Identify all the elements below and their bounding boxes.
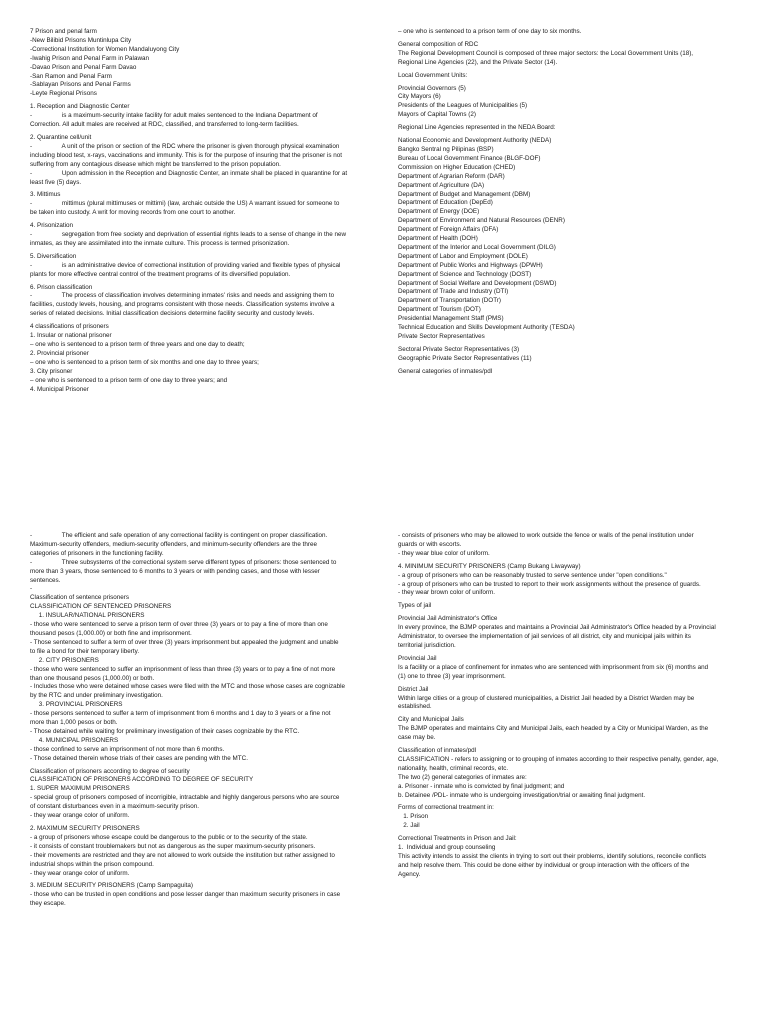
text-line: - — [30, 585, 33, 593]
text-line: Classification of inmates/pdl — [398, 747, 477, 755]
text-line: Private Sector Representatives — [398, 333, 485, 340]
text-line: -San Ramon and Penal Farm — [30, 72, 112, 80]
text-line: Regional Line Agencies represented in the NEDA Board: — [398, 124, 556, 132]
text-line: - Those detained therein whose trials of their cases are pending with the MTC. — [30, 754, 248, 762]
text-line: - they wear blue color of uniform. — [398, 549, 490, 557]
text-line: - it consists of constant troublemakers but not as dangerous as the super maximum-security prisoners. — [30, 842, 316, 850]
text-line: Department of Budget and Management (DBM) — [398, 190, 531, 198]
text-line: - The efficient and safe operation of any correctional facility is contingent on proper classification. — [30, 532, 328, 539]
text-line: Provincial Governors (5) — [398, 84, 466, 92]
text-line: Forms of correctional treatment in: — [398, 804, 494, 812]
text-line: territorial jurisdiction. — [398, 641, 456, 649]
text-line: General composition of RDC — [398, 40, 479, 48]
text-line: suffering from any contagious disease which might be transferred to the prison population. — [30, 160, 281, 168]
text-line: Administrator, to oversee the implementation of jail services of all district, city and municipal jails within its — [398, 633, 691, 641]
text-line: Sectoral Private Sector Representatives (3) — [398, 345, 520, 353]
text-line: - The process of classification involves determining inmates' risks and needs and assigning them to — [30, 292, 335, 300]
text-line: This activity intends to assist the clients in trying to sort out their problems, identify solutions, reconcile conflicts — [398, 853, 707, 860]
text-line: 2. Quarantine cell/unit — [30, 133, 92, 141]
text-line: -New Bilibid Prisons Muntinlupa City — [30, 36, 132, 44]
top-right-text-block — [398, 28, 748, 377]
text-line: Types of jail — [398, 602, 432, 610]
text-line: – one who is sentenced to a prison term of three years and one day to death; — [30, 341, 245, 348]
text-line: - Those sentenced to suffer a term of over three (3) years imprisonment but appealed the judgment and unable — [30, 638, 339, 646]
text-line: industrial shops within the prison compound. — [30, 860, 154, 868]
text-line: CLASSIFICATION - refers to assigning or to grouping of inmates according to their respective penalty, gender, age, — [398, 755, 719, 763]
text-line: -Leyte Regional Prisons — [30, 90, 97, 98]
text-line: Provincial Jail — [398, 654, 437, 662]
text-line: - A unit of the prison or section of the RDC where the prisoner is given thorough physical examination — [30, 142, 340, 150]
text-line: - those who were sentenced to suffer an imprisonment of less than three (3) years or to pay a fine of not more — [30, 665, 336, 673]
text-line: Department of Labor and Employment (DOLE) — [398, 252, 528, 260]
text-line: CLASSIFICATION OF SENTENCED PRISONERS — [30, 603, 172, 611]
text-line: - a group of prisoners who can be trusted to report to their work assignments without the presence of guards. — [398, 580, 701, 588]
text-line: Department of Transportation (DOTr) — [398, 297, 502, 305]
text-line: Regional Line Agencies (22), and the Private Sector (14). — [398, 58, 558, 66]
text-line: 7 Prison and penal farm — [30, 28, 97, 35]
text-line: Classification of sentence prisoners — [30, 594, 130, 602]
text-line: Department of Environment and Natural Resources (DENR) — [398, 217, 565, 225]
text-line: Department of Trade and Industry (DTI) — [398, 288, 509, 296]
text-line: Provincial Jail Administrator's Office — [398, 615, 498, 623]
text-line: case may be. — [398, 734, 436, 742]
text-line: more than 3 years, those sentenced to 6 months to 3 years or with pending cases, and those with lesser — [30, 567, 320, 575]
text-line: -Davao Prison and Penal Farm Davao — [30, 63, 137, 71]
text-line: Local Government Units: — [398, 71, 468, 79]
text-line: - Those detained while waiting for preliminary investigation of their cases cognizable by the RTC. — [30, 727, 300, 735]
text-line: - those confined to serve an imprisonment of not more than 6 months. — [30, 745, 225, 753]
text-line: 3. PROVINCIAL PRISONERS — [30, 701, 123, 709]
text-line: Department of the Interior and Local Government (DILG) — [398, 243, 556, 251]
text-line: Bureau of Local Government Finance (BLGF-DOF) — [398, 154, 541, 162]
text-line: 1. INSULAR/NATIONAL PRISONERS — [30, 612, 145, 620]
text-line: - those who were sentenced to serve a prison term of over three (3) years or to pay a fine of more than one — [30, 621, 328, 629]
text-line: - those who can be trusted in open conditions and pose lesser danger than maximum security prisoners in case — [30, 891, 341, 899]
text-line: Classification of prisoners according to degree of security — [30, 767, 190, 775]
text-line: 1. Prison — [398, 813, 429, 821]
text-line: plants for more effective central control of the treatment programs of its diversified population. — [30, 270, 291, 278]
text-line: Department of Social Welfare and Development (DSWD) — [398, 279, 557, 287]
text-line: 3. Mittimus — [30, 191, 61, 199]
text-line: established. — [398, 703, 432, 711]
text-line: -Correctional Institution for Women Mandaluyong City — [30, 45, 180, 53]
text-line: a. Prisoner - inmate who is convicted by final judgment; and — [398, 782, 565, 790]
text-line: City Mayors (6) — [398, 93, 441, 101]
text-line: Technical Education and Skills Development Authority (TESDA) — [398, 324, 575, 332]
text-line: by the RTC and under preliminary investigation. — [30, 692, 163, 700]
text-line: 2. CITY PRISONERS — [30, 656, 99, 664]
text-line: Correctional Treatments in Prison and Jail: — [398, 835, 517, 843]
text-line: Department of Tourism (DOT) — [398, 306, 481, 314]
text-line: - those persons sentenced to suffer a term of imprisonment from 6 months and 1 day to 3 years or a fine not — [30, 710, 331, 718]
text-line: - mittimus (plural mittimuses or mittimi) (law, archaic outside the US) A warrant issued for someone to — [30, 200, 340, 208]
text-line: - segregation from free society and deprivation of essential rights leads to a sense of change in the new — [30, 231, 347, 239]
text-line: – one who is sentenced to a prison term of six months and one day to three years; — [30, 358, 259, 366]
text-line: 2. Provincial prisoner — [30, 349, 89, 357]
bottom-right-text-block — [398, 532, 748, 880]
text-line: 5. Diversification — [30, 252, 77, 260]
text-line: 2. Jail — [398, 822, 420, 830]
text-line: Department of Public Works and Highways (DPWH) — [398, 261, 543, 269]
text-line: 3. MEDIUM SECURITY PRISONERS (Camp Sampaguita) — [30, 882, 193, 890]
text-line: - is an administrative device of correctional institution of providing varied and flexible types of physical — [30, 261, 341, 269]
text-line: 6. Prison classification — [30, 283, 93, 291]
text-line: Presidential Management Staff (PMS) — [398, 315, 504, 323]
text-line: least five (5) days. — [30, 178, 82, 186]
text-line: The Regional Development Council is composed of three major sectors: the Local Government Units (18), — [398, 49, 694, 57]
text-line: 2. MAXIMUM SECURITY PRISONERS — [30, 825, 140, 832]
text-line: City and Municipal Jails — [398, 716, 464, 724]
text-line: to file a bond for their temporary liberty. — [30, 647, 140, 655]
text-line: 1. Insular or national prisoner — [30, 332, 112, 340]
text-line: Department of Education (DepEd) — [398, 199, 493, 207]
top-left-text-block — [30, 28, 380, 394]
text-line: National Economic and Development Authority (NEDA) — [398, 137, 552, 145]
text-line: guards or with escorts. — [398, 540, 462, 548]
text-line: Department of Energy (DOE) — [398, 208, 480, 216]
text-line: nationality, health, criminal records, etc. — [398, 764, 509, 772]
text-line: The BJMP operates and maintains City and Municipal Jails, each headed by a City or Municipal Warden, as the — [398, 725, 709, 733]
text-line: -Iwahig Prison and Penal Farm in Palawan — [30, 54, 150, 62]
text-line: 1. Individual and group counseling — [398, 844, 496, 852]
text-line: District Jail — [398, 685, 429, 693]
text-line: 4. Prisonization — [30, 222, 74, 230]
text-line: of constant disturbances even in a maximum-security prison. — [30, 803, 200, 811]
text-line: CLASSIFICATION OF PRISONERS ACCORDING TO DEGREE OF SECURITY — [30, 776, 254, 784]
text-line: - is a maximum-security intake facility for adult males sentenced to the Indiana Department of — [30, 112, 318, 120]
text-line: The two (2) general categories of inmates are: — [398, 773, 527, 781]
text-line: thousand pesos (1,000.00) or both fine and imprisonment. — [30, 629, 192, 637]
text-line: sentences. — [30, 576, 61, 584]
text-line: 4. Municipal Prisoner — [30, 385, 89, 393]
text-line: Mayors of Capital Towns (2) — [398, 111, 476, 119]
text-line: - special group of prisoners composed of incorrigible, intractable and highly dangerous persons who are source — [30, 794, 340, 802]
text-line: 3. City prisoner — [30, 367, 73, 375]
text-line: Maximum-security offenders, medium-security offenders, and minimum-security offenders are the three — [30, 540, 317, 548]
text-line: Is a facility or a place of confinement for inmates who are sentenced with imprisonment from six (6) months and — [398, 663, 709, 671]
text-line: including blood test, x-rays, vaccinations and immunity. This is for the purpose of insuring that the prisoner is not — [30, 151, 342, 159]
text-line: - their movements are restricted and they are not allowed to work outside the institution but rather assigned to — [30, 851, 335, 859]
text-line: Within large cities or a group of clustered municipalities, a District Jail headed by a District Warden may be — [398, 694, 695, 702]
text-line: categories of prisoners in the functioning facility. — [30, 549, 164, 557]
text-line: they escape. — [30, 900, 66, 908]
text-line: be taken into custody. A writ for moving records from one court to another. — [30, 209, 236, 217]
bottom-left-text-block — [30, 532, 380, 909]
text-line: Department of Foreign Affairs (DFA) — [398, 226, 499, 234]
text-line: - consists of prisoners who may be allowed to work outside the fence or walls of the penal institution under — [398, 532, 694, 539]
text-line: - Includes those who were detained whose cases were filed with the MTC and those whose cases are cognizable — [30, 683, 346, 691]
text-line: Commission on Higher Education (CHED) — [398, 163, 516, 171]
text-line: Agency. — [398, 870, 421, 878]
text-line: Correction. All adult males are received at RDC, classified, and transferred to long-term facilities. — [30, 121, 299, 129]
text-line: - a group of prisoners whose escape could be dangerous to the public or to the security of the state. — [30, 833, 308, 841]
text-line: series of related decisions. Initial classification decisions determine facility security and custody levels. — [30, 310, 315, 318]
text-line: – one who is sentenced to a prison term of one day to three years; and — [30, 376, 228, 384]
text-line: Geographic Private Sector Representatives (11) — [398, 354, 532, 362]
text-line: 4. MUNICIPAL PRISONERS — [30, 736, 119, 744]
text-line: Department of Agriculture (DA) — [398, 181, 485, 189]
text-line: Department of Health (DOH) — [398, 235, 478, 243]
text-line: - they wear orange color of uniform. — [30, 869, 130, 877]
text-line: -Sablayan Prisons and Penal Farms — [30, 81, 131, 89]
text-line: (1) one to three (3) year imprisonment. — [398, 672, 506, 680]
text-line: - they wear brown color of uniform. — [398, 589, 495, 597]
text-line: b. Detainee /PDL- inmate who is undergoing investigation/trial or awaiting final judgment. — [398, 791, 646, 799]
text-line: 1. Reception and Diagnostic Center — [30, 103, 130, 111]
text-line: – one who is sentenced to a prison term of one day to six months. — [398, 28, 582, 35]
text-line: In every province, the BJMP operates and maintains a Provincial Jail Administrator's Office headed by a Provincial — [398, 624, 716, 632]
text-line: 1. SUPER MAXIMUM PRISONERS — [30, 785, 130, 793]
text-line: - they wear orange color of uniform. — [30, 812, 130, 820]
text-line: - Three subsystems of the correctional system serve different types of prisoners: those sentenced to — [30, 558, 337, 566]
text-line: and help resolve them. This could be done either by individual or group interaction with the officers of the — [398, 861, 690, 869]
text-line: Presidents of the Leagues of Municipalities (5) — [398, 102, 528, 110]
text-line: - Upon admission in the Reception and Diagnostic Center, an inmate shall be placed in quarantine for at — [30, 169, 348, 177]
text-line: inmates, as they are assimilated into the inmate culture. This process is termed prisonization. — [30, 239, 290, 247]
text-line: Department of Agrarian Reform (DAR) — [398, 172, 505, 180]
text-line: 4 classifications of prisoners — [30, 323, 109, 331]
text-line: facilities, custody levels, housing, and programs consistent with those needs. Classification systems involve a — [30, 301, 335, 309]
text-line: Bangko Sentral ng Pilipinas (BSP) — [398, 145, 494, 153]
text-line: 4. MINIMUM SECURITY PRISONERS (Camp Bukang Liwayway) — [398, 562, 581, 570]
text-line: than one thousand pesos (1,000.00) or both. — [30, 674, 155, 682]
text-line: General categories of inmates/pdl — [398, 367, 493, 375]
text-line: - a group of prisoners who can be reasonably trusted to serve sentence under "open conditions." — [398, 571, 667, 579]
text-line: more than 1,000 pesos or both. — [30, 719, 118, 727]
text-line: Department of Science and Technology (DOST) — [398, 270, 532, 278]
